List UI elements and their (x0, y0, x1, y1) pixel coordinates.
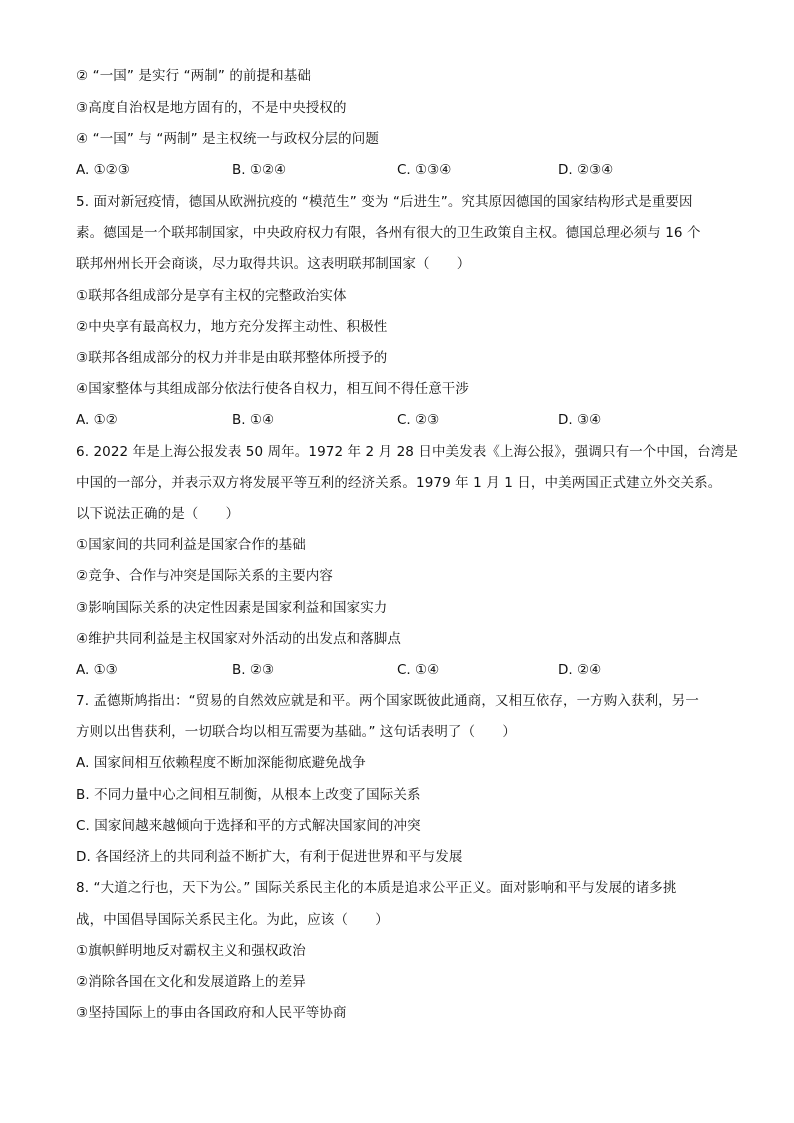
option-d: D. ③④ (558, 412, 602, 428)
text-line: 中国的一部分，并表示双方将发展平等互利的经济关系。1979 年 1 月 1 日，中美两国正式建立外交关系。 (76, 475, 722, 491)
option-c: C. 国家间越来越倾向于选择和平的方式解决国家间的冲突 (76, 818, 421, 834)
text-line: ②竞争、合作与冲突是国际关系的主要内容 (76, 568, 334, 584)
text-line: ①旗帜鲜明地反对霸权主义和强权政治 (76, 943, 306, 959)
option-c: C. ①④ (397, 662, 440, 678)
option-a: A. 国家间相互依赖程度不断加深能彻底避免战争 (76, 755, 366, 771)
question-7-text: 7. 孟德斯鸠指出：“贸易的自然效应就是和平。两个国家既彼此通商，又相互依存，一方购入获利，另一 (76, 693, 699, 709)
text-line: ② “一国” 是实行 “两制” 的前提和基础 (76, 68, 311, 84)
text-line: ②中央享有最高权力，地方充分发挥主动性、积极性 (76, 319, 388, 335)
text-line: ③高度自治权是地方固有的，不是中央授权的 (76, 100, 347, 116)
option-b: B. ①④ (232, 412, 275, 428)
text-line: 战，中国倡导国际关系民主化。为此，应该（ ） (76, 912, 389, 928)
option-a: A. ①③ (76, 662, 118, 678)
text-line: ④维护共同利益是主权国家对外活动的出发点和落脚点 (76, 631, 402, 647)
answer-options (76, 661, 716, 679)
option-a: A. ①②③ (76, 162, 130, 178)
text-line: ②消除各国在文化和发展道路上的差异 (76, 974, 306, 990)
text-line: 方则以出售获利，一切联合均以相互需要为基础。” 这句话表明了（ ） (76, 724, 516, 740)
text-line: ④国家整体与其组成部分依法行使各自权力，相互间不得任意干涉 (76, 381, 470, 397)
question-5-text: 5. 面对新冠疫情，德国从欧洲抗疫的 “模范生” 变为 “后进生”。究其原因德国的国家结构形式是重要因 (76, 194, 693, 210)
option-d: D. ②③④ (558, 162, 614, 178)
text-line: ④ “一国” 与 “两制” 是主权统一与政权分层的问题 (76, 131, 379, 147)
text-line: 联邦州州长开会商谈，尽力取得共识。这表明联邦制国家（ ） (76, 256, 471, 272)
option-d: D. ②④ (558, 662, 602, 678)
text-line: ③坚持国际上的事由各国政府和人民平等协商 (76, 1005, 347, 1021)
option-c: C. ①③④ (397, 162, 452, 178)
option-c: C. ②③ (397, 412, 440, 428)
text-line: ③联邦各组成部分的权力并非是由联邦整体所授予的 (76, 350, 388, 366)
option-a: A. ①② (76, 412, 118, 428)
answer-options (76, 161, 716, 179)
question-8-text: 8. “大道之行也，天下为公。” 国际关系民主化的本质是追求公平正义。面对影响和平与发展的诸多挑 (76, 880, 677, 896)
text-line: ①国家间的共同利益是国家合作的基础 (76, 537, 306, 553)
text-line: ①联邦各组成部分是享有主权的完整政治实体 (76, 288, 347, 304)
text-line: 素。德国是一个联邦制国家，中央政府权力有限，各州有很大的卫生政策自主权。德国总理必须与 16 个 (76, 225, 701, 241)
option-b: B. ①②④ (232, 162, 287, 178)
text-line: 以下说法正确的是（ ） (76, 506, 240, 522)
text-line: ③影响国际关系的决定性因素是国家利益和国家实力 (76, 600, 388, 616)
answer-options (76, 411, 716, 429)
option-b: B. 不同力量中心之间相互制衡，从根本上改变了国际关系 (76, 787, 421, 803)
question-6-text: 6. 2022 年是上海公报发表 50 周年。1972 年 2 月 28 日中美发表《上海公报》，强调只有一个中国，台湾是 (76, 444, 739, 460)
option-b: B. ②③ (232, 662, 275, 678)
option-d: D. 各国经济上的共同利益不断扩大，有利于促进世界和平与发展 (76, 849, 463, 865)
